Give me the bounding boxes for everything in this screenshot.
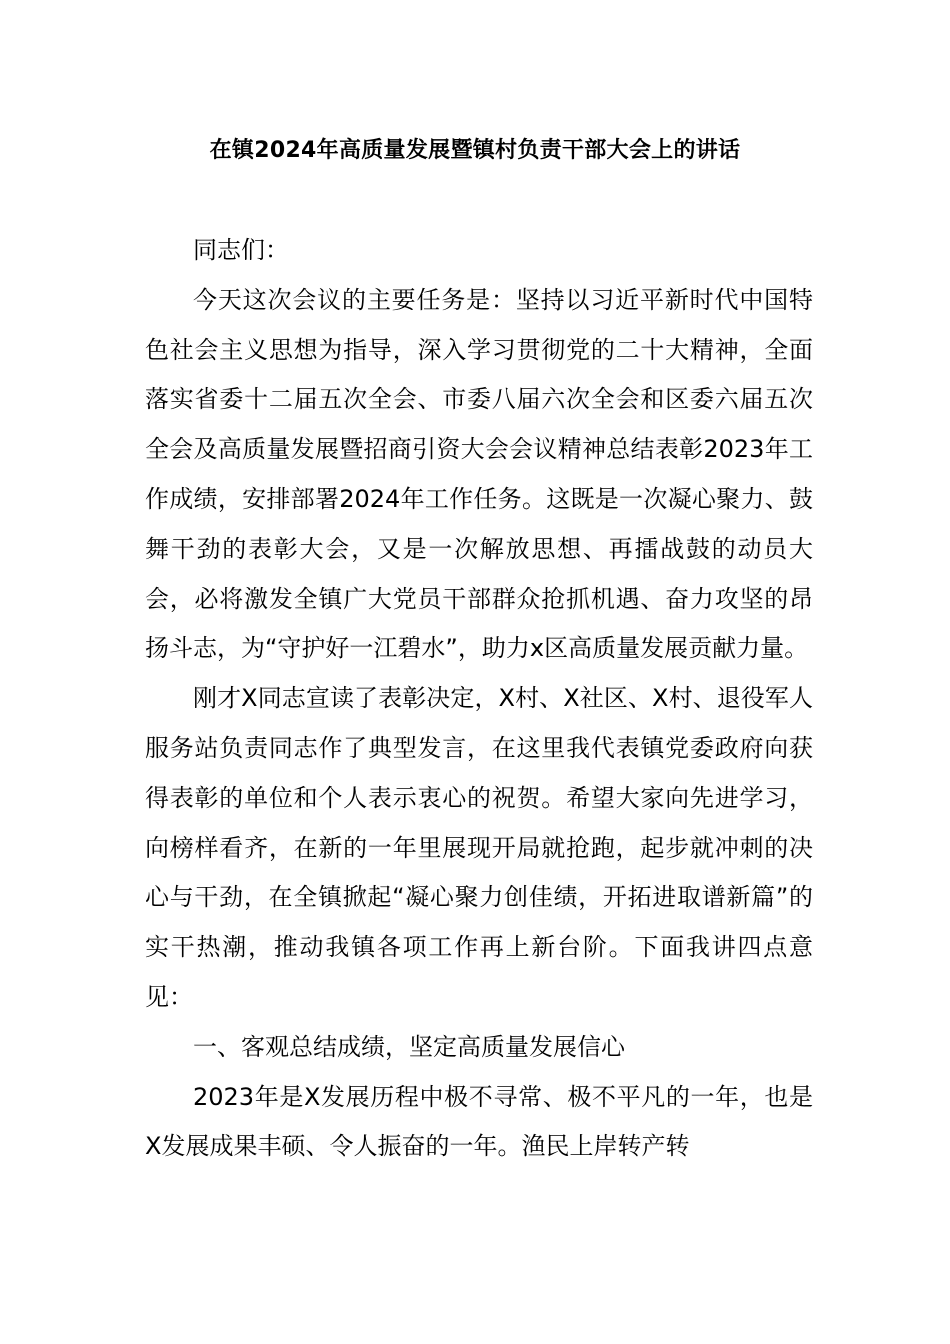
document-title: 在镇2024年高质量发展暨镇村负责干部大会上的讲话 xyxy=(209,138,741,163)
section-heading-1: 一、客观总结成绩，坚定高质量发展信心 xyxy=(193,1032,625,1061)
body-paragraph-commendation: 刚才X同志宣读了表彰决定，X村、X社区、X村、退役军人服务站负责同志作了典型发言，在这里我代表镇党委政府向获得表彰的单位和个人表示衷心的祝贺。希望大家向先进学习，向榜样看齐，在新的一年里展现开局就抢跑，起步就冲刺的决心与干劲，在全镇掀起“凝心聚力创佳绩，开拓进取谱新篇”的实干热潮，推动我镇各项工作再上新台阶。下面我讲四点意见： xyxy=(145,684,813,1011)
document-body xyxy=(145,226,813,1172)
body-paragraph-meeting-tasks: 今天这次会议的主要任务是：坚持以习近平新时代中国特色社会主义思想为指导，深入学习贯彻党的二十大精神，全面落实省委十二届五次全会、市委八届六次全会和区委六届五次全会及高质量发展暨招商引资大会会议精神总结表彰2023年工作成绩，安排部署2024年工作任务。这既是一次凝心聚力、鼓舞干劲的表彰大会，又是一次解放思想、再擂战鼓的动员大会，必将激发全镇广大党员干部群众抢抓机遇、奋力攻坚的昂扬斗志，为“守护好一江碧水”，助力x区高质量发展贡献力量。 xyxy=(145,285,813,663)
body-paragraph-2023-review: 2023年是X发展历程中极不寻常、极不平凡的一年，也是X发展成果丰硕、令人振奋的一年。渔民上岸转产转 xyxy=(145,1082,813,1161)
salutation-paragraph: 同志们： xyxy=(193,236,289,264)
